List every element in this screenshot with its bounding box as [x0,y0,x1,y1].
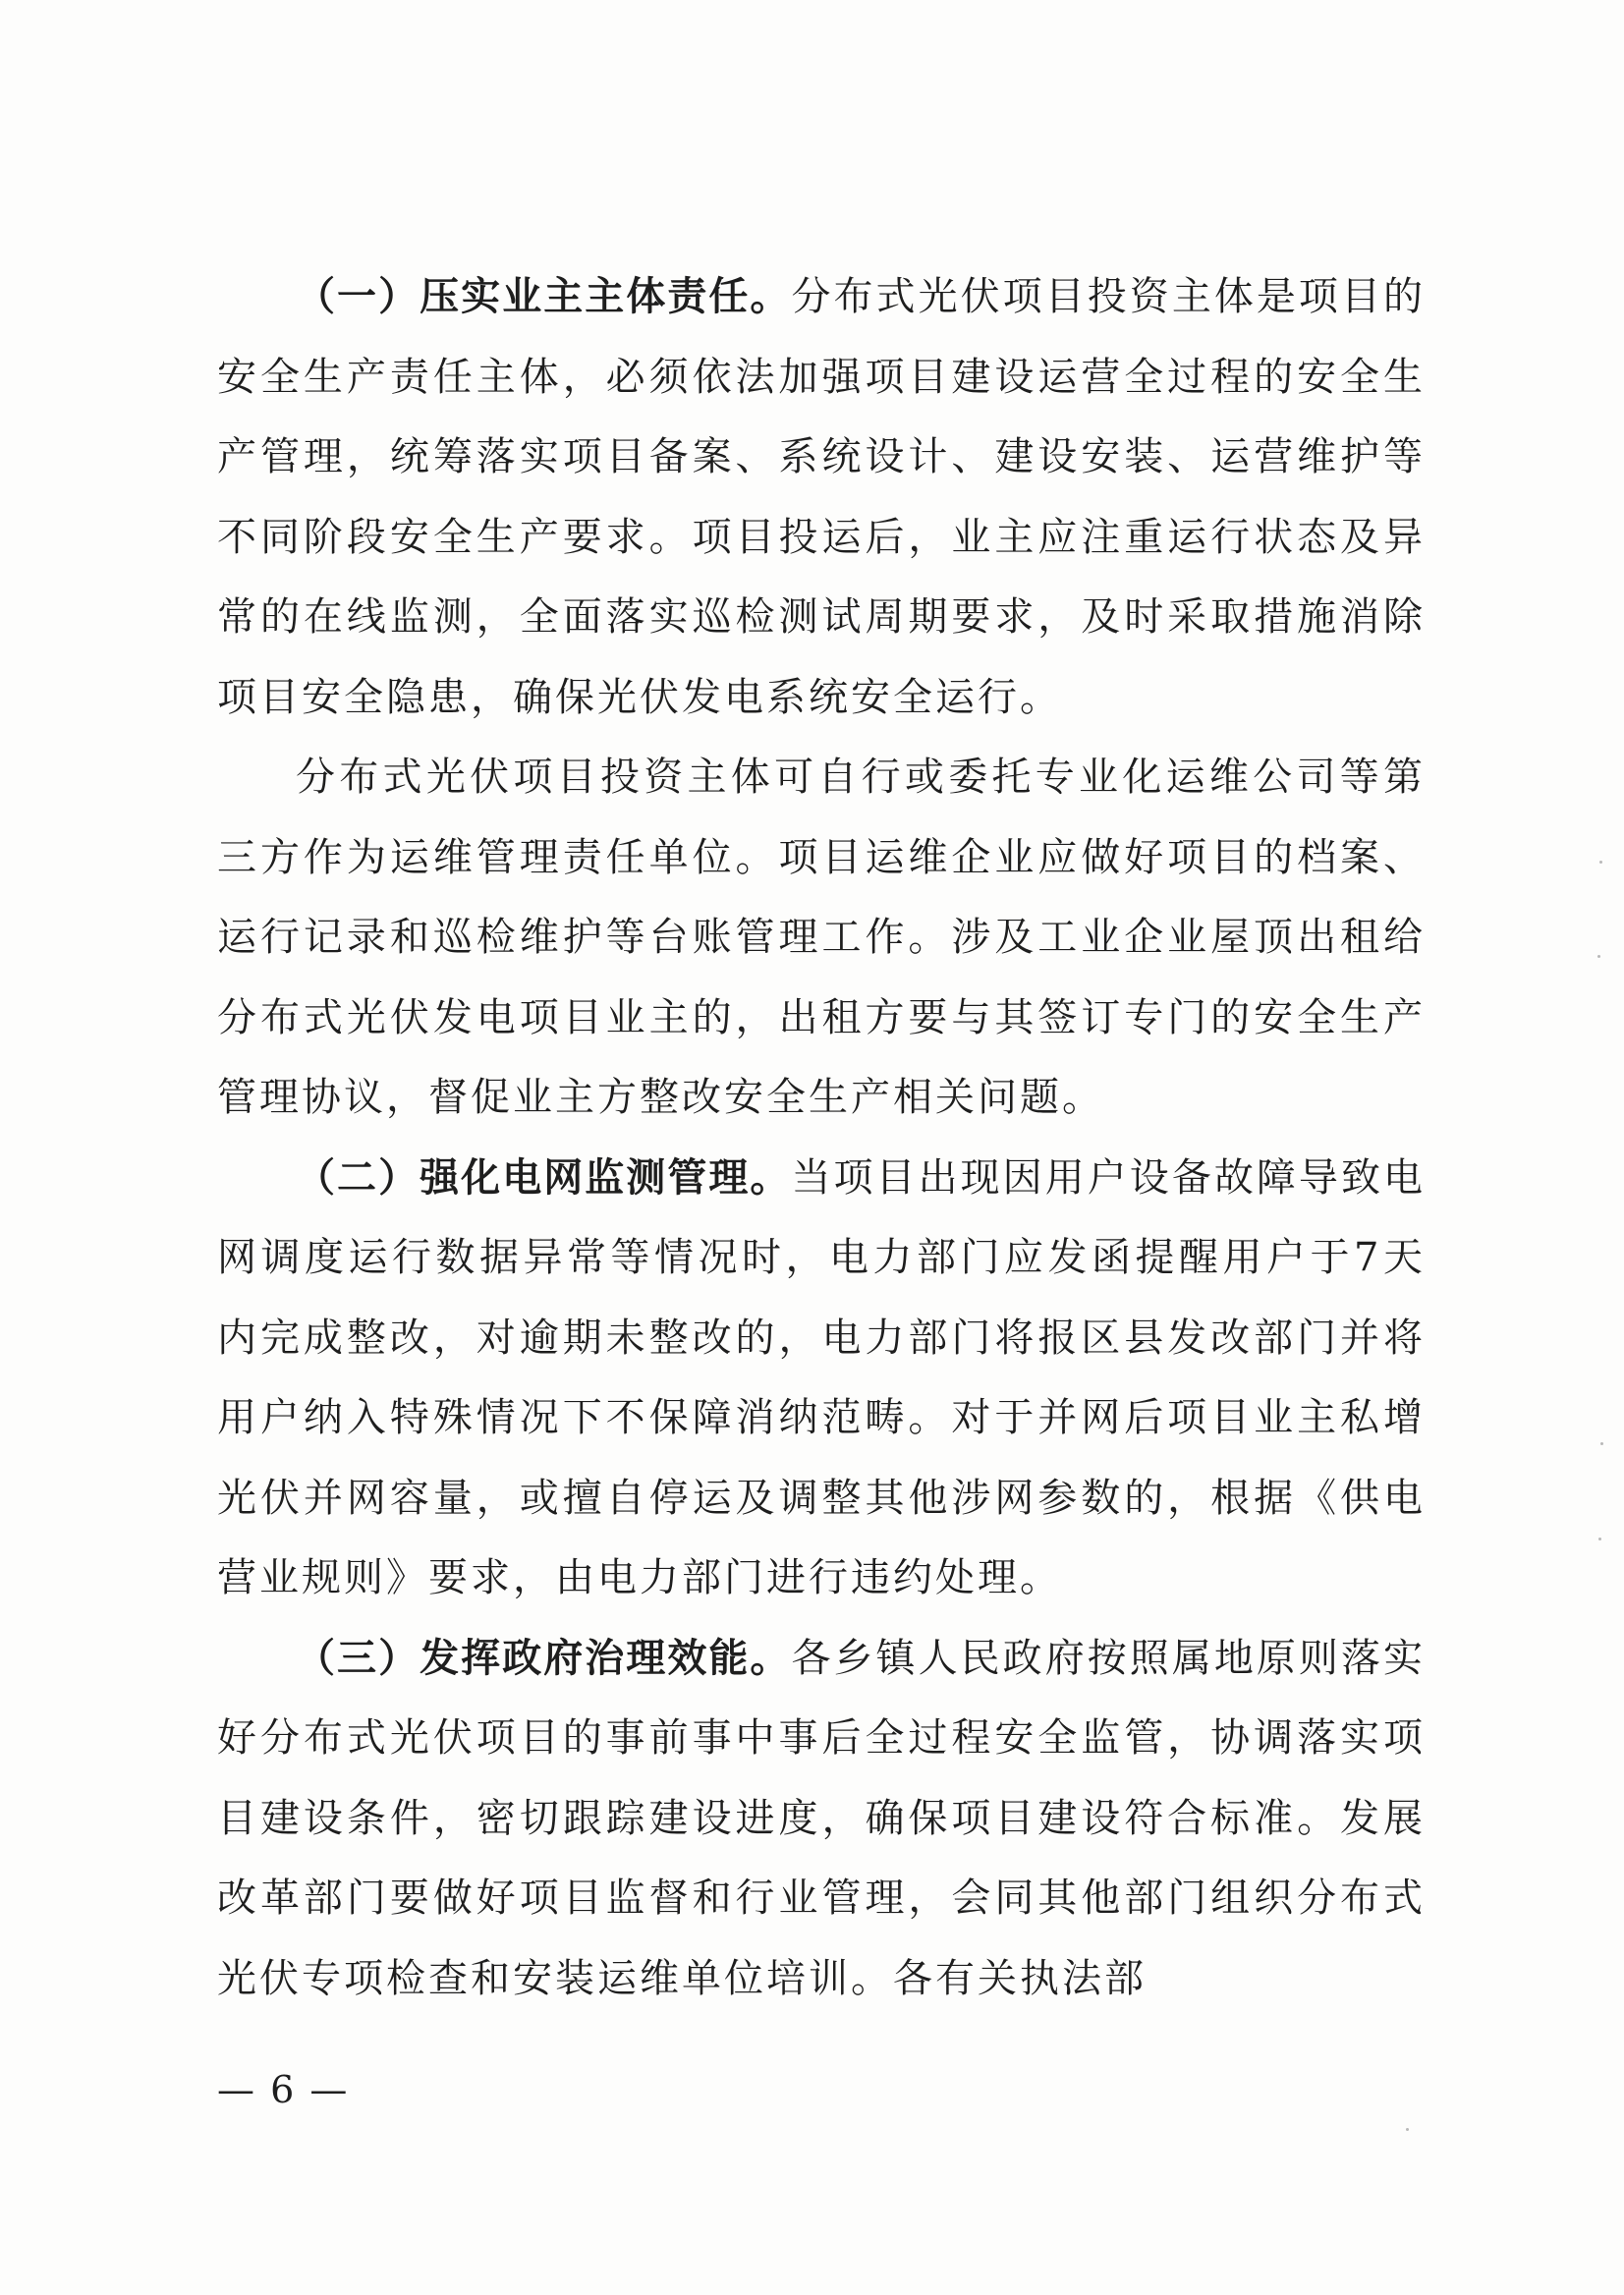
section-heading-4: （三）发挥政府治理效能。 [296,1635,792,1681]
document-body [217,257,1426,2019]
paragraph-4-text: 各乡镇人民政府按照属地原则落实好分布式光伏项目的事前事中事后全过程安全监管，协调落实项目建设条件，密切跟踪建设进度，确保项目建设符合标准。发展改革部门要做好项目监督和行业管理，会同其他部门组织分布式光伏专项检查和安装运维单位培训。各有关执法部 [217,1635,1427,2001]
paragraph-3-text: 当项目出现因用户设备故障导致电网调度运行数据异常等情况时，电力部门应发函提醒用户于7天内完成整改，对逾期未整改的，电力部门将报区县发改部门并将用户纳入特殊情况下不保障消纳范畴。对于并网后项目业主私增光伏并网容量，或擅自停运及调整其他涉网参数的，根据《供电营业规则》要求，由电力部门进行违约处理。 [217,1154,1427,1600]
paragraph-1-text: 分布式光伏项目投资主体是项目的安全生产责任主体，必须依法加强项目建设运营全过程的安全生产管理，统筹落实项目备案、系统设计、建设安装、运营维护等不同阶段安全生产要求。项目投运后，业主应注重运行状态及异常的在线监测，全面落实巡检测试周期要求，及时采取措施消除项目安全隐患，确保光伏发电系统安全运行。 [217,274,1427,720]
paragraph-2 [217,738,1426,1139]
section-heading-3: （二）强化电网监测管理。 [296,1154,792,1201]
paragraph-3 [217,1139,1426,1619]
scan-speck [1597,955,1600,958]
paragraph-4 [217,1619,1426,2020]
scan-speck [1600,1442,1603,1445]
scan-speck [1598,1538,1601,1540]
paragraph-2-text: 分布式光伏项目投资主体可自行或委托专业化运维公司等第三方作为运维管理责任单位。项目运维企业应做好项目的档案、运行记录和巡检维护等台账管理工作。涉及工业企业屋顶出租给分布式光伏发电项目业主的，出租方要与其签订专门的安全生产管理协议，督促业主方整改安全生产相关问题。 [217,755,1426,1120]
paragraph-1 [217,257,1426,738]
scan-speck [1599,861,1602,864]
section-heading-1: （一）压实业主主体责任。 [296,274,792,319]
scan-speck [1406,2128,1409,2131]
page-number: — 6 — [217,2068,350,2111]
